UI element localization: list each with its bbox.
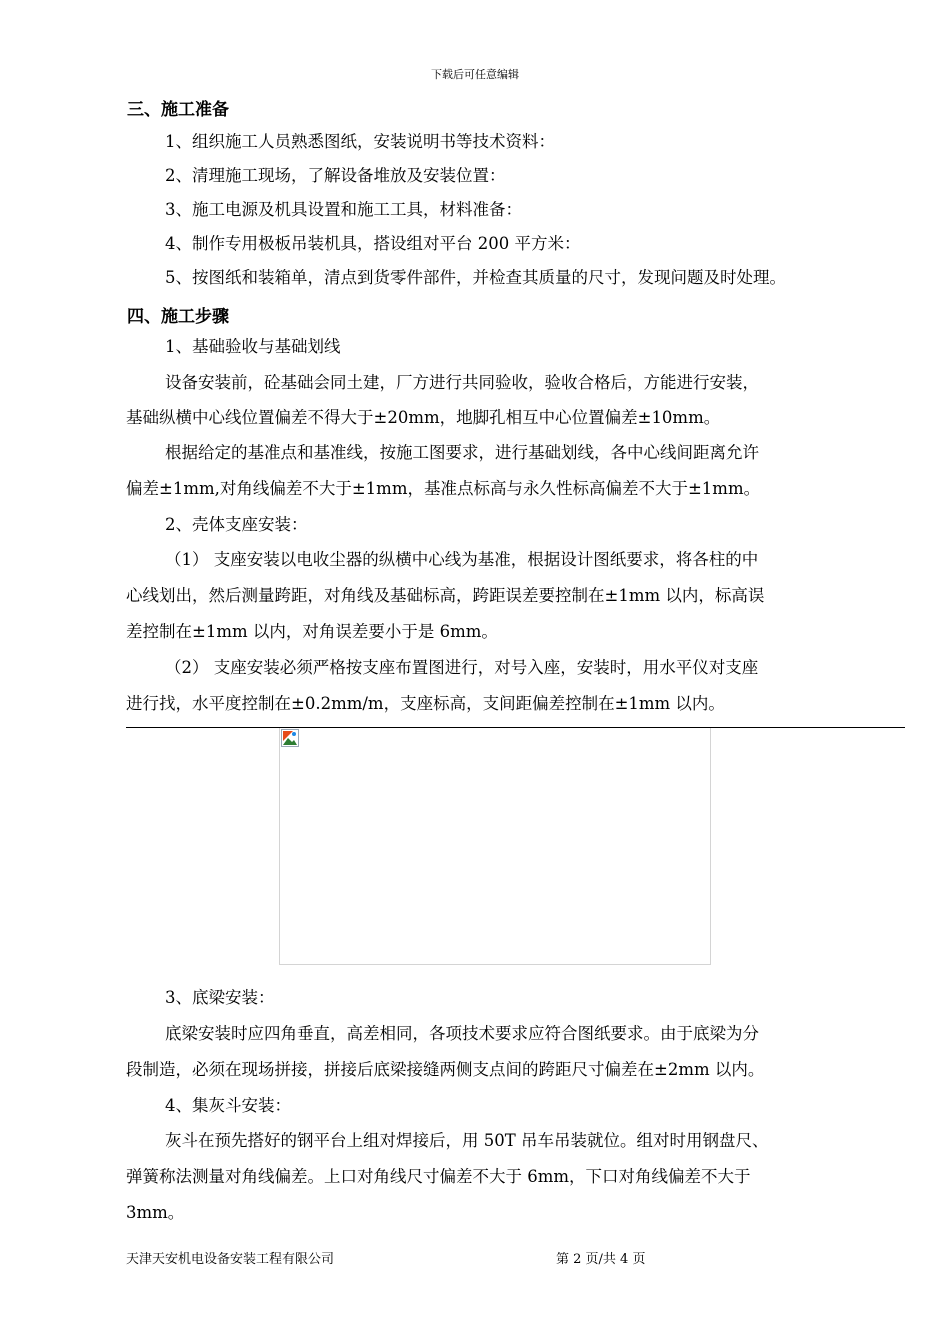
step-2-para-1-line-2: 心线划出，然后测量跨距，对角线及基础标高，跨距误差要控制在±1mm 以内，标高误: [126, 586, 765, 605]
step-4-title: 4、集灰斗安装：: [165, 1096, 291, 1115]
broken-image-icon: [281, 729, 299, 747]
step-1-para-2-line-2: 偏差±1mm,对角线偏差不大于±1mm，基准点标高与永久性标高偏差不大于±1mm。: [126, 479, 761, 498]
page-header: 下载后可任意编辑: [431, 68, 519, 81]
step-3-para-line-2: 段制造，必须在现场拼接，拼接后底梁接缝两侧支点间的跨距尺寸偏差在±2mm 以内。: [126, 1060, 765, 1079]
prep-item-5: 5、按图纸和装箱单，清点到货零件部件，并检查其质量的尺寸，发现问题及时处理。: [165, 268, 786, 287]
prep-item-1: 1、组织施工人员熟悉图纸，安装说明书等技术资料：: [165, 132, 555, 151]
step-1-para-1-line-1: 设备安装前，砼基础会同土建，厂方进行共同验收，验收合格后，方能进行安装，: [165, 373, 759, 392]
step-3-title: 3、底梁安装：: [165, 988, 275, 1007]
step-2-para-1-line-1: （1） 支座安装以电收尘器的纵横中心线为基准，根据设计图纸要求，将各柱的中: [165, 550, 759, 569]
step-3-para-line-1: 底梁安装时应四角垂直，高差相同，各项技术要求应符合图纸要求。由于底梁为分: [165, 1024, 759, 1043]
footer-page-number: 第 2 页/共 4 页: [556, 1252, 646, 1267]
step-1-title: 1、基础验收与基础划线: [165, 337, 341, 356]
step-4-para-line-1: 灰斗在预先搭好的钢平台上组对焊接后，用 50T 吊车吊装就位。组对时用钢盘尺、: [165, 1131, 769, 1150]
prep-item-4: 4、制作专用极板吊装机具，搭设组对平台 200 平方米：: [165, 234, 581, 253]
prep-item-3: 3、施工电源及机具设置和施工工具，材料准备：: [165, 200, 522, 219]
step-1-para-1-line-2: 基础纵横中心线位置偏差不得大于±20mm，地脚孔相互中心位置偏差±10mm。: [126, 408, 721, 427]
section-4-title: 四、施工步骤: [127, 307, 229, 327]
embedded-image-frame: [279, 728, 711, 965]
section-3-title: 三、施工准备: [127, 100, 229, 120]
step-2-para-2-line-1: （2） 支座安装必须严格按支座布置图进行，对号入座，安装时，用水平仪对支座: [165, 658, 759, 677]
step-1-para-2-line-1: 根据给定的基准点和基准线，按施工图要求，进行基础划线，各中心线间距离允许: [165, 443, 759, 462]
step-2-para-1-line-3: 差控制在±1mm 以内，对角误差要小于是 6mm。: [126, 622, 498, 641]
step-2-para-2-line-2: 进行找，水平度控制在±0.2mm/m，支座标高，支间距偏差控制在±1mm 以内。: [126, 694, 725, 713]
step-4-para-line-3: 3mm。: [126, 1203, 185, 1222]
prep-item-2: 2、清理施工现场，了解设备堆放及安装位置：: [165, 166, 506, 185]
step-4-para-line-2: 弹簧称法测量对角线偏差。上口对角线尺寸偏差不大于 6mm，下口对角线偏差不大于: [126, 1167, 751, 1186]
footer-company: 天津天安机电设备安装工程有限公司: [126, 1252, 335, 1267]
step-2-title: 2、壳体支座安装：: [165, 515, 308, 534]
